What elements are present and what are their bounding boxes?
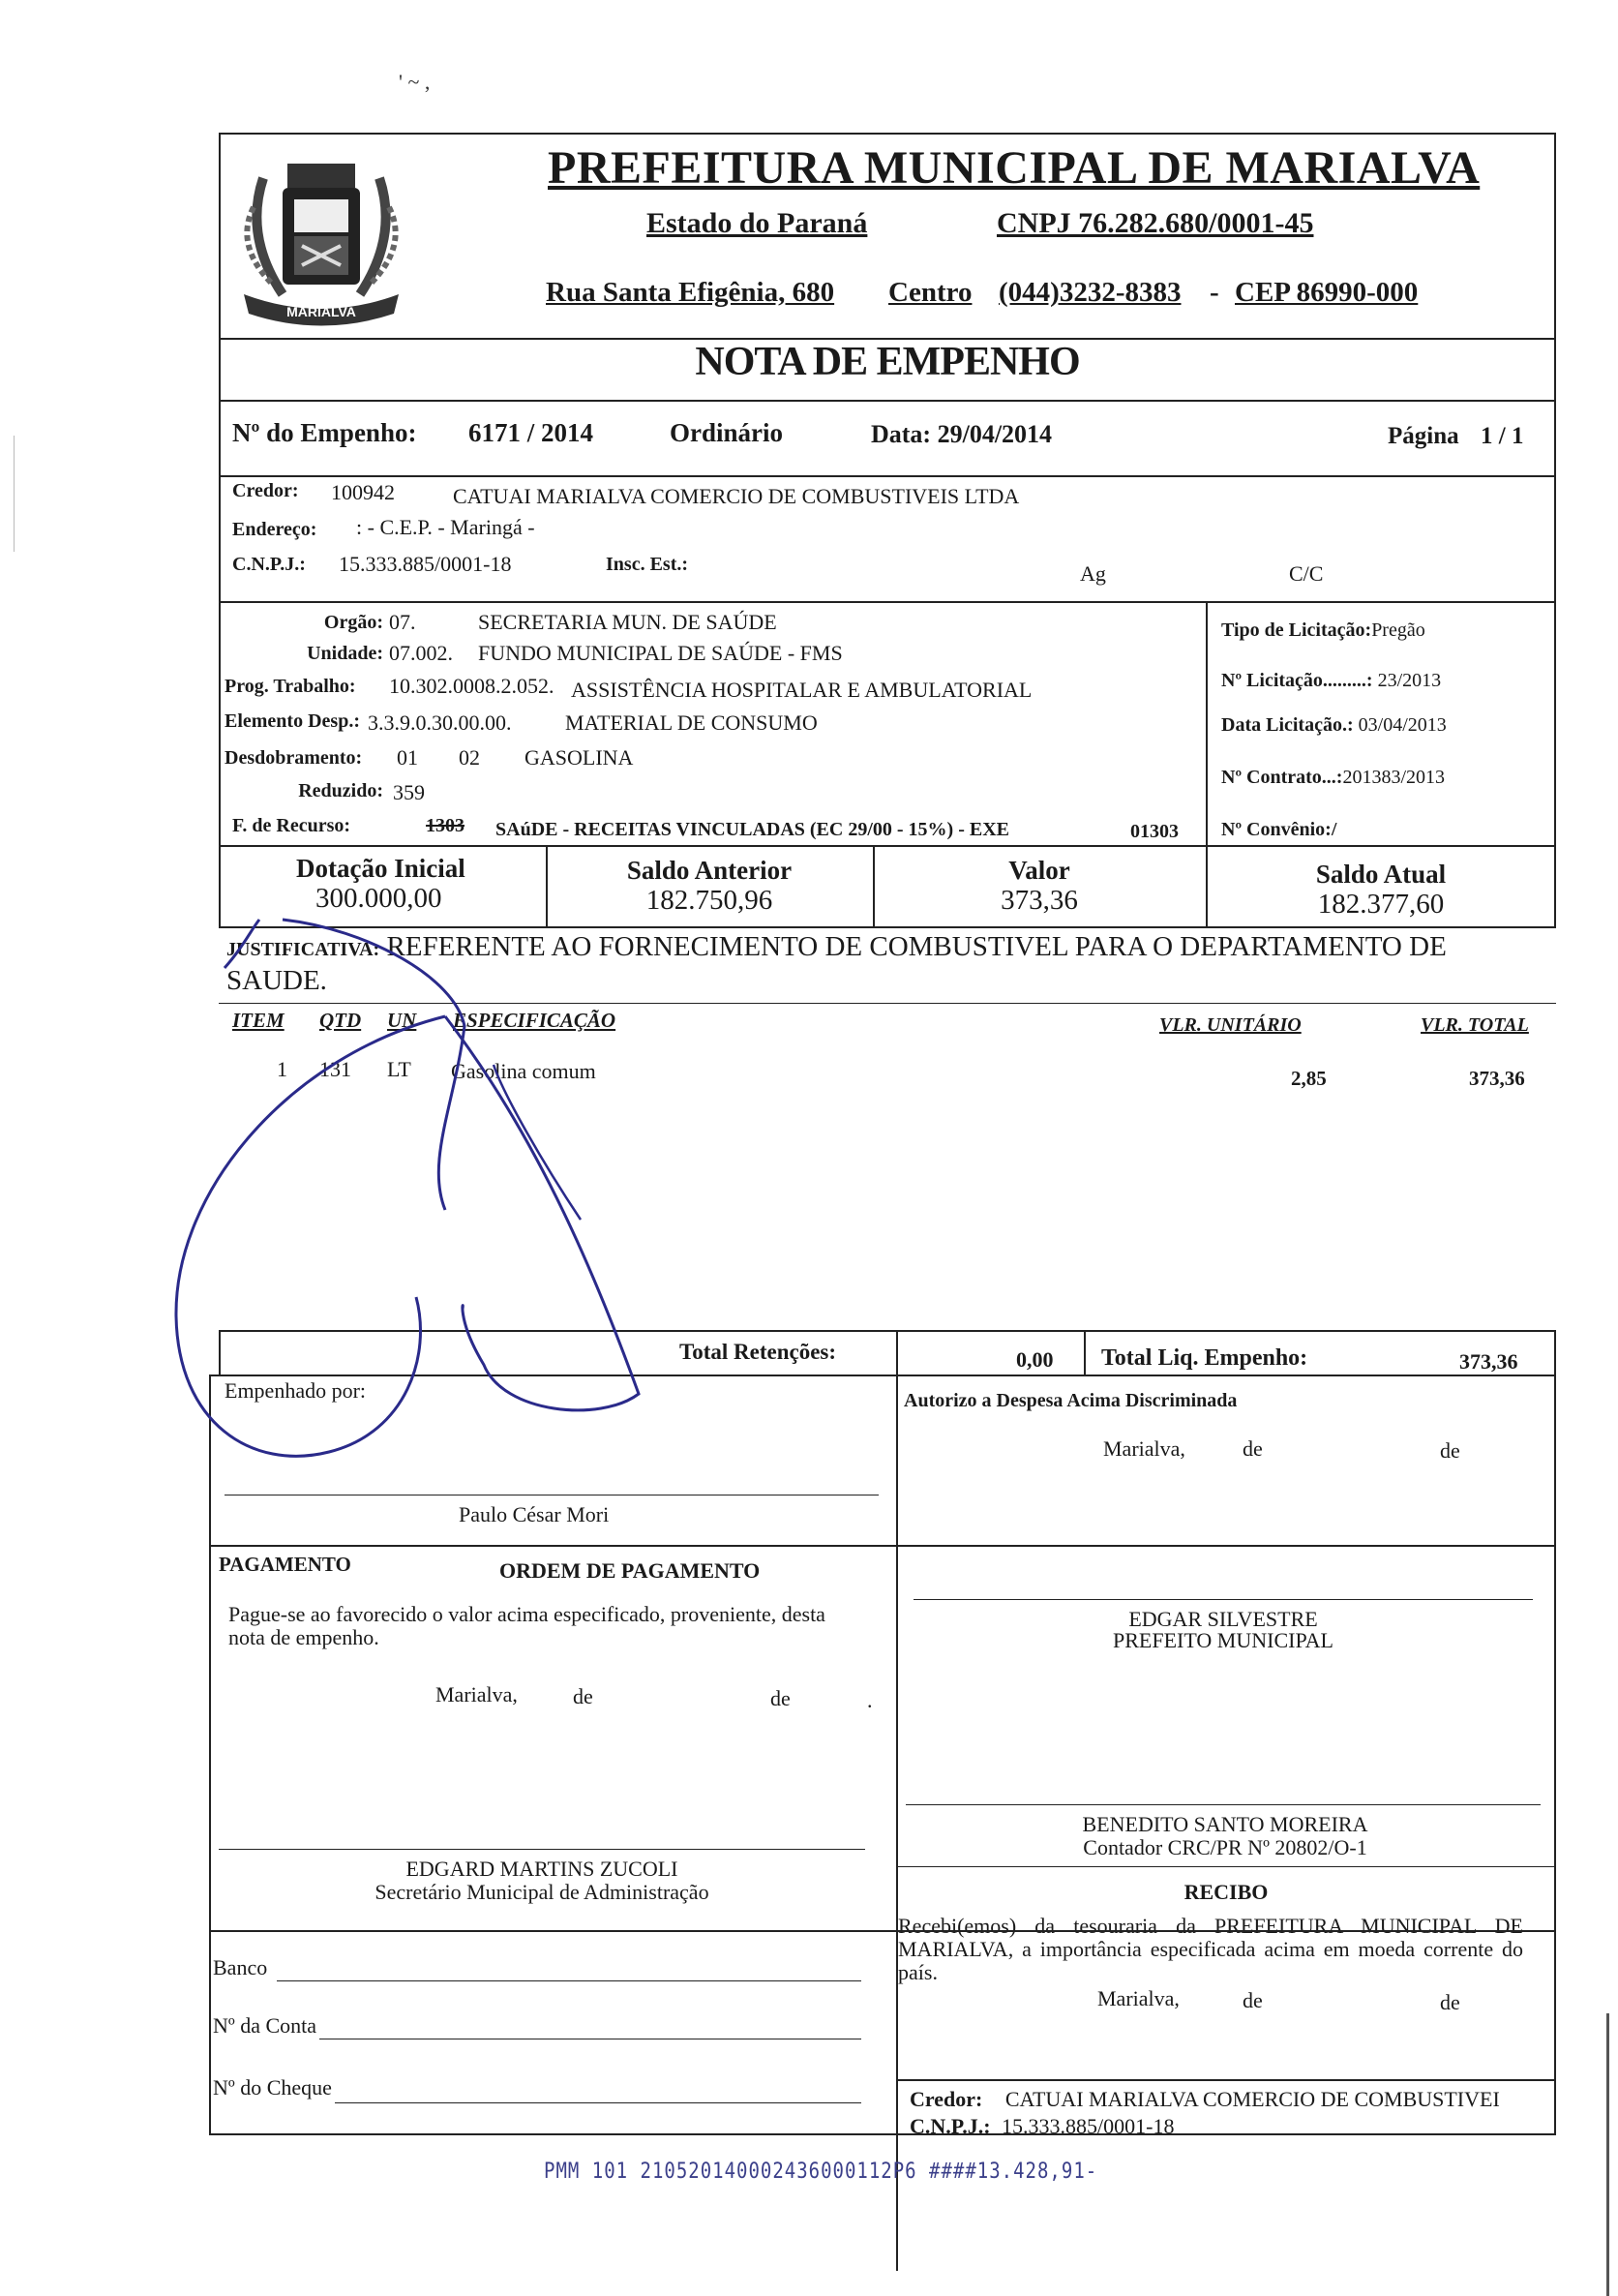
header-cep: CEP 86990-000 <box>1235 277 1419 308</box>
row-un: LT <box>387 1057 411 1081</box>
row-item: 1 <box>277 1057 287 1081</box>
prog-trabalho-label: Prog. Trabalho: <box>225 676 356 697</box>
municipal-crest-logo <box>225 139 418 333</box>
reduzido-label: Reduzido: <box>298 780 383 801</box>
total-liq-value: 373,36 <box>1459 1349 1518 1374</box>
svg-text:MARIALVA: MARIALVA <box>286 304 356 319</box>
totals-div-2 <box>1084 1330 1086 1376</box>
document-title: NOTA DE EMPENHO <box>695 340 1080 384</box>
convenio-label: Nº Convênio:/ <box>1221 819 1337 840</box>
elemento-name: MATERIAL DE CONSUMO <box>565 710 818 735</box>
state-name: Estado do Paraná <box>646 207 868 239</box>
tipo-licitacao-label-text: Tipo de Licitação: <box>1221 619 1372 641</box>
ag-label: Ag <box>1080 561 1106 586</box>
recibo-top-rule <box>896 1866 1556 1867</box>
header-dash: - <box>1210 277 1219 308</box>
totals-div-1 <box>896 1330 898 1376</box>
address-label: Endereço: <box>232 519 317 540</box>
secretario-name: EDGARD MARTINS ZUCOLI <box>405 1857 678 1881</box>
credor-cnpj-value: 15.333.885/0001-18 <box>339 552 512 576</box>
col-item-header: ITEM <box>232 1009 285 1032</box>
num-licitacao-label: Nº Licitação.........: <box>1221 670 1373 691</box>
empenhado-signer: Paulo César Mori <box>459 1502 610 1526</box>
num-licitacao-row <box>1221 670 1441 692</box>
credor-code: 100942 <box>331 480 395 504</box>
conta-label: Nº da Conta <box>213 2013 317 2038</box>
page-number: 1 / 1 <box>1481 423 1524 449</box>
total-liq-label: Total Liq. Empenho: <box>1101 1345 1308 1371</box>
desdobramento-name: GASOLINA <box>524 745 634 770</box>
pagamento-dot: . <box>867 1688 873 1712</box>
contrato-row <box>1221 767 1445 789</box>
prog-trabalho-code: 10.302.0008.2.052. <box>389 674 554 698</box>
prefeito-name: EDGAR SILVESTRE <box>1128 1607 1318 1631</box>
num-licitacao-value: 23/2013 <box>1377 670 1442 691</box>
col-unit-header: VLR. UNITÁRIO <box>1159 1014 1302 1036</box>
recibo-credor-value: CATUAI MARIALVA COMERCIO DE COMBUSTIVEI <box>1004 2087 1500 2111</box>
banco-line <box>277 1980 861 1981</box>
empenho-date: Data: 29/04/2014 <box>871 420 1053 448</box>
signature-section-box <box>209 1375 1556 1547</box>
pagamento-place: Marialva, <box>435 1682 518 1707</box>
cheque-label: Nº do Cheque <box>213 2075 332 2100</box>
saldo-anterior-label: Saldo Anterior <box>626 856 793 885</box>
col-qtd-header: QTD <box>319 1009 362 1032</box>
credor-label: Credor: <box>232 480 299 501</box>
elemento-code: 3.3.9.0.30.00.00. <box>368 710 512 735</box>
elemento-label: Elemento Desp.: <box>225 710 360 732</box>
credor-cnpj-label: C.N.P.J.: <box>232 554 306 575</box>
banco-label: Banco <box>213 1955 268 1979</box>
recibo-cnpj-row <box>910 2114 1174 2139</box>
contrato-value: 201383/2013 <box>1342 767 1446 788</box>
empenhado-por-label: Empenhado por: <box>225 1378 367 1403</box>
tipo-licitacao-label <box>1221 619 1425 642</box>
recibo-place: Marialva, <box>1097 1986 1180 2010</box>
recibo-cnpj-value: 15.333.885/0001-18 <box>1002 2114 1175 2138</box>
row-spec: Gasolina comum <box>451 1059 596 1083</box>
autorizo-place: Marialva, <box>1103 1436 1185 1461</box>
header-district: Centro <box>888 277 973 308</box>
cc-label: C/C <box>1289 561 1324 586</box>
fonte-recurso-label: F. de Recurso: <box>232 815 351 836</box>
secretario-role: Secretário Municipal de Administração <box>375 1880 709 1904</box>
total-retencoes-label: Total Retenções: <box>679 1340 837 1364</box>
recibo-credor-rule <box>896 2079 1556 2081</box>
autorizo-de1: de <box>1243 1436 1263 1461</box>
footer-machine-stamp: PMM 101 210520140002436000112P6 ####13.428,91- <box>544 2159 1098 2184</box>
row-qtd: 131 <box>319 1057 351 1081</box>
row-unit-value: 2,85 <box>1291 1067 1327 1090</box>
left-scan-edge <box>14 436 15 552</box>
desdobramento-a: 01 <box>397 745 418 770</box>
prefeito-role: PREFEITO MUNICIPAL <box>1113 1628 1333 1652</box>
municipality-title: PREFEITURA MUNICIPAL DE MARIALVA <box>548 142 1481 194</box>
fonte-recurso-code: 1303 <box>426 815 464 836</box>
pagamento-label: PAGAMENTO <box>219 1553 351 1576</box>
credor-name: CATUAI MARIALVA COMERCIO DE COMBUSTIVEIS LTDA <box>453 484 1020 508</box>
items-top-rule <box>219 1003 1556 1004</box>
desdobramento-label: Desdobramento: <box>225 747 363 769</box>
desdobramento-b: 02 <box>459 745 480 770</box>
tipo-licitacao-value: Pregão <box>1371 619 1425 641</box>
saldo-atual-label: Saldo Atual <box>1315 860 1447 889</box>
autorizo-label: Autorizo a Despesa Acima Discriminada <box>904 1390 1238 1411</box>
unidade-name: FUNDO MUNICIPAL DE SAÚDE - FMS <box>478 641 843 665</box>
total-retencoes-value: 0,00 <box>1016 1347 1054 1372</box>
col-spec-header: ESPECIFICAÇÃO <box>453 1009 616 1032</box>
header-phone: (044)3232-8383 <box>999 277 1182 308</box>
orgao-code: 07. <box>389 610 416 634</box>
fonte-recurso-name: SAúDE - RECEITAS VINCULADAS (EC 29/00 - 15%) - EXE <box>495 819 1009 840</box>
empenho-label: Nº do Empenho: <box>232 418 417 447</box>
justificativa-text: REFERENTE AO FORNECIMENTO DE COMBUSTIVEL PARA O DEPARTAMENTO DE SAUDE. <box>226 931 1447 996</box>
recibo-title: RECIBO <box>1184 1880 1269 1904</box>
contrato-label: Nº Contrato...: <box>1221 767 1343 788</box>
saldo-atual-value: 182.377,60 <box>1317 889 1445 920</box>
header-street: Rua Santa Efigênia, 680 <box>546 277 835 308</box>
recibo-credor-label: Credor: <box>910 2087 983 2111</box>
contador-role: Contador CRC/PR Nº 20802/O-1 <box>1083 1835 1367 1859</box>
row-total-value: 373,36 <box>1469 1067 1525 1090</box>
recibo-cnpj-label: C.N.P.J.: <box>910 2114 991 2138</box>
insc-est-label: Insc. Est.: <box>606 554 689 575</box>
justificativa-label: JUSTIFICATIVA: <box>226 939 380 960</box>
unidade-label: Unidade: <box>307 643 383 664</box>
valor-label: Valor <box>1008 856 1070 885</box>
top-handwritten-mark: ' ~ , <box>399 70 431 94</box>
totals-box <box>219 1330 1556 1376</box>
contador-sign-line <box>906 1804 1541 1805</box>
secretario-sign-line <box>219 1849 865 1850</box>
data-licitacao-label: Data Licitação.: <box>1221 714 1354 736</box>
empenho-type: Ordinário <box>670 418 784 447</box>
autorizo-de2: de <box>1440 1438 1460 1463</box>
page-label: Página <box>1388 423 1459 449</box>
orgao-name: SECRETARIA MUN. DE SAÚDE <box>478 610 777 634</box>
reduzido-value: 359 <box>393 780 425 804</box>
dotacao-inicial-label: Dotação Inicial <box>296 854 465 883</box>
prefeito-sign-line <box>914 1599 1533 1600</box>
contador-name: BENEDITO SANTO MOREIRA <box>1082 1812 1368 1836</box>
ordem-pagamento-label: ORDEM DE PAGAMENTO <box>499 1558 761 1583</box>
unidade-code: 07.002. <box>389 641 453 665</box>
signature-section-divider <box>896 1375 898 1547</box>
pagamento-text: Pague-se ao favorecido o valor acima especificado, proveniente, desta nota de empenho. <box>228 1602 825 1649</box>
recibo-credor-row <box>910 2087 1500 2112</box>
saldo-anterior-value: 182.750,96 <box>645 885 773 916</box>
col-total-header: VLR. TOTAL <box>1421 1014 1529 1036</box>
fonte-recurso-code2: 01303 <box>1130 821 1179 842</box>
data-licitacao-value: 03/04/2013 <box>1358 714 1447 736</box>
cheque-line <box>335 2102 861 2103</box>
prog-trabalho-name: ASSISTÊNCIA HOSPITALAR E AMBULATORIAL <box>571 678 1033 702</box>
justificativa-block <box>226 931 1543 996</box>
valor-value: 373,36 <box>1001 885 1078 916</box>
recibo-text: Recebi(emos) da tesouraria da PREFEITURA MUNICIPAL DE MARIALVA, a importância especificada acima em moeda corrente do país. <box>898 1914 1523 1984</box>
right-scan-edge <box>1606 2013 1609 2296</box>
recibo-de1: de <box>1243 1988 1263 2012</box>
recibo-de2: de <box>1440 1990 1460 2014</box>
orgao-label: Orgão: <box>323 612 383 633</box>
address-value: : - C.E.P. - Maringá - <box>356 515 535 539</box>
licitacao-divider <box>1206 601 1208 847</box>
empenho-number: 6171 / 2014 <box>468 418 594 447</box>
pagamento-de2: de <box>770 1686 791 1710</box>
data-licitacao-row <box>1221 714 1447 737</box>
col-un-header: UN <box>387 1009 417 1032</box>
header-cnpj: CNPJ 76.282.680/0001-45 <box>997 207 1314 239</box>
pagamento-de1: de <box>573 1684 593 1708</box>
dotacao-inicial-value: 300.000,00 <box>315 883 442 914</box>
